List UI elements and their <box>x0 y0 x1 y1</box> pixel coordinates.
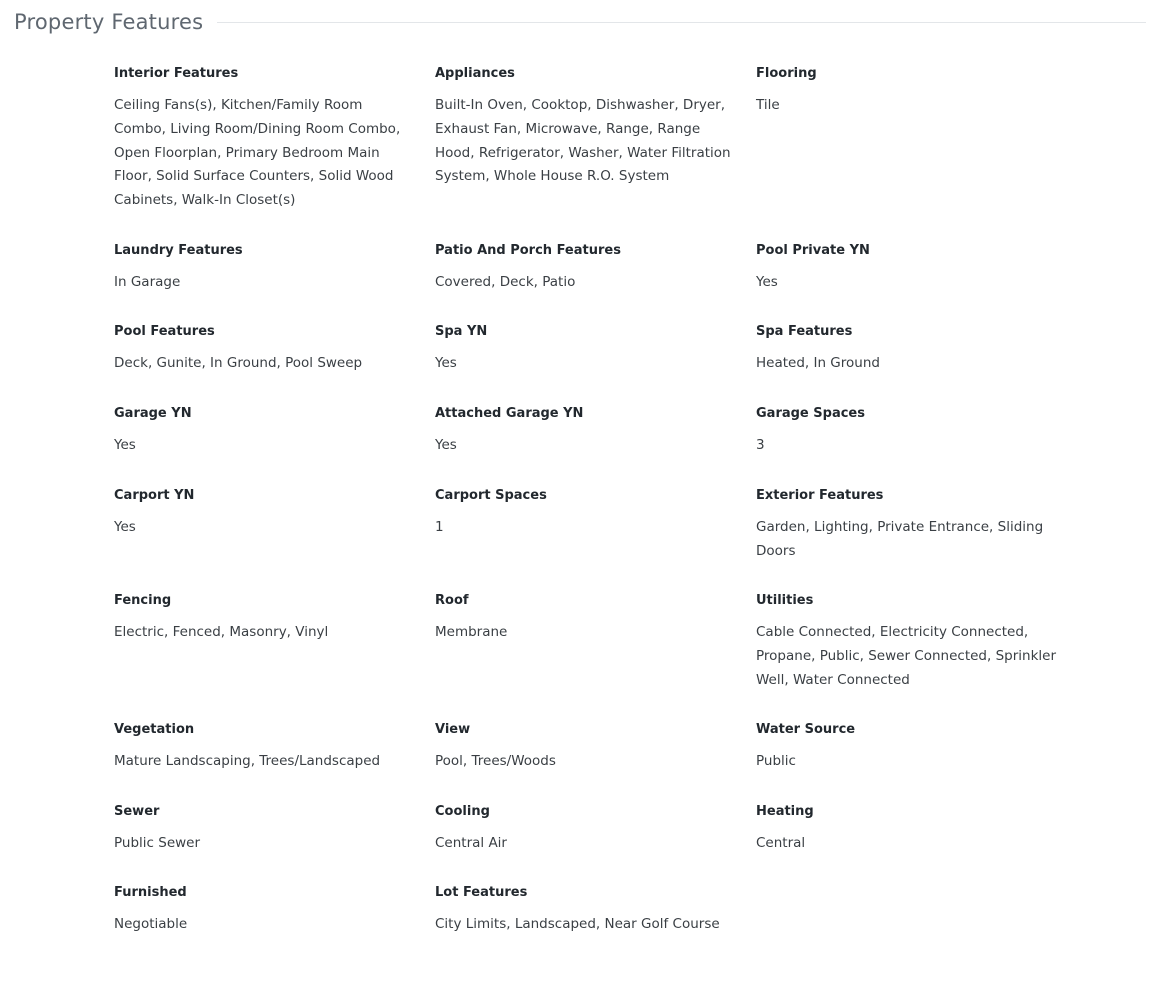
feature-value: 1 <box>435 519 444 535</box>
feature-value: Yes <box>435 437 457 453</box>
feature-label: Carport YN <box>114 488 195 503</box>
feature-value: Yes <box>114 519 136 535</box>
feature-item <box>435 324 756 406</box>
feature-item <box>756 243 1076 324</box>
feature-value: Deck, Gunite, In Ground, Pool Sweep <box>114 355 363 371</box>
feature-item <box>435 66 756 243</box>
feature-label: Patio And Porch Features <box>435 243 621 258</box>
section-title: Property Features <box>14 10 204 34</box>
feature-value: Ceiling Fans(s), Kitchen/Family Room Combo, Living Room/Dining Room Combo, Open Floorplan, Primary Bedroom Main Floor, Solid Surface Counters, Solid Wood Cabinets, Walk-In Closet(s) <box>114 97 401 209</box>
feature-label: Flooring <box>756 66 817 81</box>
feature-item <box>114 488 435 593</box>
feature-label: Furnished <box>114 885 187 900</box>
feature-label: Garage YN <box>114 406 192 421</box>
feature-label: Cooling <box>435 804 490 819</box>
feature-item <box>114 722 435 804</box>
feature-value: Pool, Trees/Woods <box>435 753 556 769</box>
feature-value: Covered, Deck, Patio <box>435 274 576 290</box>
feature-value: Negotiable <box>114 916 188 932</box>
feature-label: Appliances <box>435 66 515 81</box>
feature-value: Electric, Fenced, Masonry, Vinyl <box>114 624 329 640</box>
feature-item <box>114 324 435 406</box>
feature-item <box>114 243 435 324</box>
feature-label: Roof <box>435 593 469 608</box>
feature-value: Mature Landscaping, Trees/Landscaped <box>114 753 381 769</box>
feature-label: Interior Features <box>114 66 239 81</box>
feature-item <box>114 66 435 243</box>
feature-value: Central <box>756 835 806 851</box>
feature-label: Garage Spaces <box>756 406 865 421</box>
feature-item <box>756 406 1076 488</box>
feature-item <box>756 722 1076 804</box>
feature-value: Cable Connected, Electricity Connected, Propane, Public, Sewer Connected, Sprinkler Well, Water Connected <box>756 624 1056 688</box>
feature-value: In Garage <box>114 274 181 290</box>
feature-value: 3 <box>756 437 765 453</box>
feature-value: Tile <box>756 97 780 113</box>
feature-value: Built-In Oven, Cooktop, Dishwasher, Dryer, Exhaust Fan, Microwave, Range, Range Hood, Refrigerator, Washer, Water Filtration System, Whole House R.O. System <box>435 97 731 185</box>
feature-label: Carport Spaces <box>435 488 547 503</box>
feature-label: Heating <box>756 804 814 819</box>
feature-value: Garden, Lighting, Private Entrance, Sliding Doors <box>756 519 1044 559</box>
feature-label: Laundry Features <box>114 243 243 258</box>
section-divider <box>217 22 1146 23</box>
feature-item <box>114 406 435 488</box>
feature-label: View <box>435 722 471 737</box>
feature-value: Yes <box>435 355 457 371</box>
feature-label: Vegetation <box>114 722 195 737</box>
feature-item <box>756 324 1076 406</box>
empty-cell <box>756 885 1076 945</box>
feature-item <box>435 722 756 804</box>
section-header <box>14 6 1146 38</box>
feature-value: Public Sewer <box>114 835 201 851</box>
feature-label: Sewer <box>114 804 160 819</box>
feature-label: Attached Garage YN <box>435 406 584 421</box>
feature-label: Spa Features <box>756 324 853 339</box>
feature-value: Yes <box>114 437 136 453</box>
feature-item <box>435 488 756 593</box>
feature-value: Heated, In Ground <box>756 355 880 371</box>
feature-value: City Limits, Landscaped, Near Golf Course <box>435 916 720 932</box>
feature-label: Lot Features <box>435 885 528 900</box>
feature-value: Central Air <box>435 835 507 851</box>
feature-item <box>756 593 1076 722</box>
feature-item <box>756 488 1076 593</box>
feature-label: Pool Features <box>114 324 215 339</box>
feature-item <box>435 243 756 324</box>
feature-value: Yes <box>756 274 778 290</box>
feature-value: Public <box>756 753 796 769</box>
feature-label: Utilities <box>756 593 814 608</box>
feature-label: Pool Private YN <box>756 243 870 258</box>
feature-item <box>435 406 756 488</box>
feature-item <box>114 593 435 722</box>
feature-item <box>435 593 756 722</box>
feature-item <box>114 885 435 945</box>
feature-item <box>114 804 435 885</box>
feature-item <box>756 804 1076 885</box>
feature-label: Water Source <box>756 722 856 737</box>
feature-item <box>435 885 756 945</box>
features-grid <box>114 66 1076 945</box>
feature-label: Spa YN <box>435 324 488 339</box>
feature-item <box>435 804 756 885</box>
feature-value: Membrane <box>435 624 508 640</box>
feature-label: Fencing <box>114 593 172 608</box>
feature-label: Exterior Features <box>756 488 884 503</box>
feature-item <box>756 66 1076 243</box>
